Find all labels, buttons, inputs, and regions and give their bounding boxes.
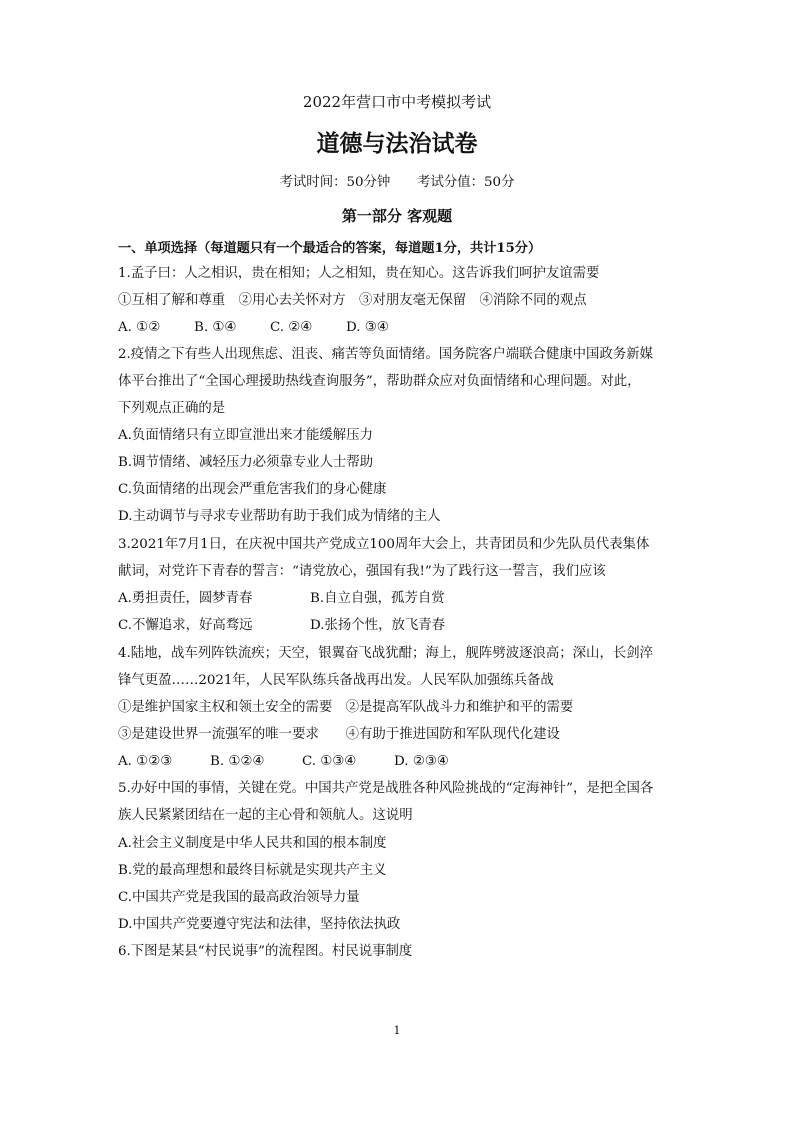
question-6-stem: 6.下图是某县“村民说事”的流程图。村民说事制度 — [118, 944, 413, 959]
question-2-stem-line-1: 2.疫情之下有些人出现焦虑、沮丧、痛苦等负面情绪。国务院客户端联合健康中国政务新媒 — [118, 347, 654, 362]
question-5-option-b: B.党的最高理想和最终目标就是实现共产主义 — [118, 863, 387, 878]
question-1-stem: 1.孟子曰：人之相识，贵在相知；人之相知，贵在知心。这告诉我们呵护友谊需要 — [118, 266, 600, 281]
part-title: 第一部分 客观题 — [341, 207, 453, 225]
exam-meta: 考试时间：50分钟 考试分值：50分 — [279, 175, 515, 190]
option-a: A. ①②③ — [118, 754, 173, 769]
question-2-option-c: C.负面情绪的出现会严重危害我们的身心健康 — [118, 482, 387, 497]
option-a: A. ①② — [118, 320, 161, 335]
question-5-stem-line-1: 5.办好中国的事情，关键在党。中国共产党是战胜各种风险挑战的“定海神针”，是把全国各 — [118, 781, 654, 796]
question-4-stem-line-2: 锋气更盈……2021年，人民军队练兵备战再出发。人民军队加强练兵备战 — [118, 673, 554, 688]
question-3-stem-line-2: 献词，对党许下青春的誓言：“请党放心，强国有我!”为了践行这一誓言，我们应该 — [118, 564, 606, 579]
exam-name: 2022年营口市中考模拟考试 — [302, 93, 492, 111]
subject-title: 道德与法治试卷 — [316, 131, 478, 157]
question-4-statements-line-1: ①是维护国家主权和领土安全的需要 ②是提高军队战斗力和维护和平的需要 — [118, 700, 574, 715]
page-number: 1 — [393, 1024, 401, 1037]
option-d: D. ③④ — [346, 320, 389, 335]
question-5-option-c: C.中国共产党是我国的最高政治领导力量 — [118, 890, 360, 905]
option-c: C.不懈追求，好高骛远 — [118, 618, 253, 633]
question-1-statements: ①互相了解和尊重 ②用心去关怀对方 ③对朋友毫无保留 ④消除不同的观点 — [118, 293, 587, 308]
question-2-stem-line-3: 下列观点正确的是 — [118, 401, 226, 416]
question-3-options-row-2 — [118, 617, 445, 635]
question-3-stem-line-1: 3.2021年7月1日，在庆祝中国共产党成立100周年大会上，共青团员和少先队员代表集体 — [118, 537, 650, 552]
option-d: D.张扬个性，放飞青春 — [310, 618, 446, 633]
question-5-option-a: A.社会主义制度是中华人民共和国的根本制度 — [118, 836, 387, 851]
question-2-stem-line-2: 体平台推出了“全国心理援助热线查询服务”，帮助群众应对负面情绪和心理问题。对此， — [118, 374, 641, 389]
option-d: D. ②③④ — [394, 754, 449, 769]
option-a: A.勇担责任，圆梦青春 — [118, 591, 253, 606]
question-1-options — [118, 319, 389, 337]
question-4-options — [118, 753, 449, 771]
option-b: B. ①④ — [194, 320, 237, 335]
question-2-option-a: A.负面情绪只有立即宣泄出来才能缓解压力 — [118, 428, 373, 443]
option-b: B. ①②④ — [210, 754, 265, 769]
question-5-stem-line-2: 族人民紧紧团结在一起的主心骨和领航人。这说明 — [118, 808, 413, 823]
question-3-options-row-1 — [118, 590, 445, 608]
question-5-option-d: D.中国共产党要遵守宪法和法律，坚持依法执政 — [118, 917, 401, 932]
question-2-option-d: D.主动调节与寻求专业帮助有助于我们成为情绪的主人 — [118, 509, 441, 524]
question-2-option-b: B.调节情绪、减轻压力必须靠专业人士帮助 — [118, 455, 374, 470]
option-b: B.自立自强，孤芳自赏 — [310, 591, 445, 606]
section-title: 一、单项选择（每道题只有一个最适合的答案，每道题1分，共计15分） — [118, 241, 542, 256]
question-4-stem-line-1: 4.陆地，战车列阵铁流疾；天空，银翼奋飞战犹酣；海上，舰阵劈波逐浪高；深山，长剑淬 — [118, 646, 654, 661]
option-c: C. ①③④ — [302, 754, 357, 769]
option-c: C. ②④ — [270, 320, 313, 335]
question-4-statements-line-2: ③是建设世界一流强军的唯一要求 ④有助于推进国防和军队现代化建设 — [118, 727, 560, 742]
